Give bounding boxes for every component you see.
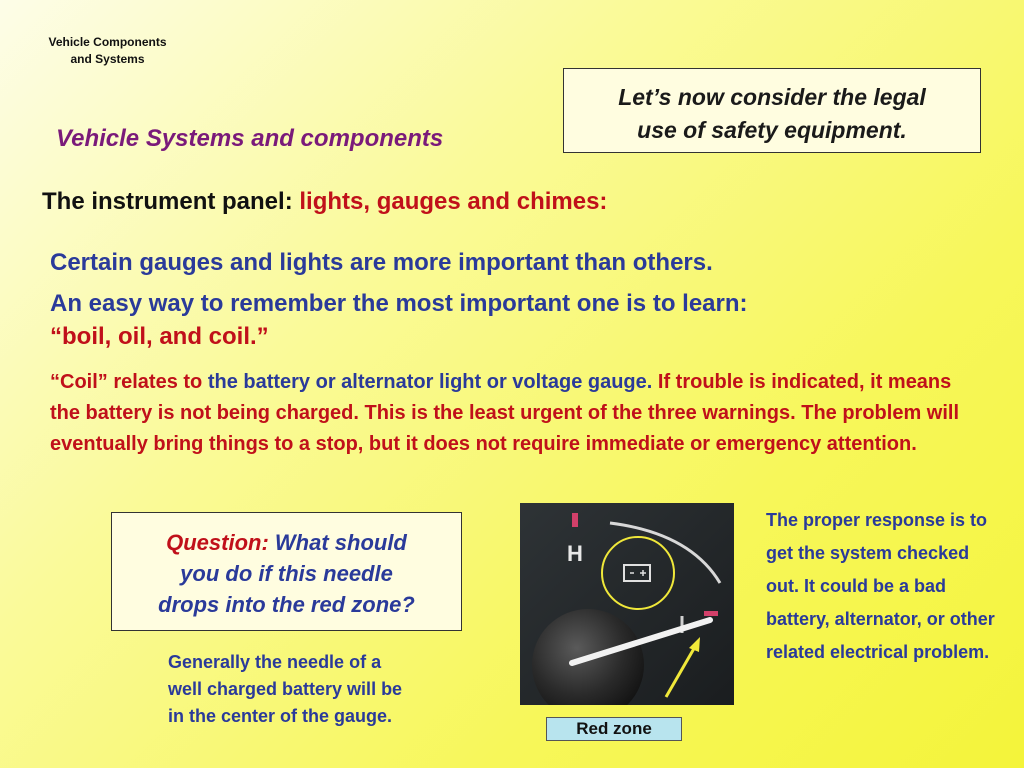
legal-callout-box [563, 68, 981, 153]
body-line-2: An easy way to remember the most important one is to learn: [50, 290, 748, 317]
question-line2: you do if this needle [180, 561, 393, 586]
question-box [111, 512, 462, 631]
red-zone-marker [704, 611, 718, 616]
question-label: Question: [166, 530, 269, 555]
body-line-1: Certain gauges and lights are more important than others. [50, 249, 713, 276]
legal-callout-line1: Let’s now consider the legal [618, 84, 926, 110]
needle-note: Generally the needle of a well charged battery will be in the center of the gauge. [168, 652, 403, 726]
body-line-3: “boil, oil, and coil.” [50, 323, 269, 350]
corner-title [30, 34, 185, 68]
hot-zone-marker [572, 513, 578, 527]
question-line3: drops into the red zone? [158, 592, 415, 617]
panel-heading-highlight: lights, gauges and chimes: [299, 188, 608, 215]
corner-title-line2: and Systems [70, 52, 145, 66]
panel-heading-prefix: The instrument panel: [42, 188, 300, 215]
coil-paragraph [50, 367, 980, 460]
corner-title-line1: Vehicle Components [48, 35, 167, 49]
panel-heading [42, 188, 607, 216]
coil-part3: If trouble is indicated, it means the battery is not being charged. This is the least urgent of the three warnings. The problem will eventually bring things to a stop, but it does not require immediate or emergency attention. [50, 371, 960, 455]
response-paragraph: The proper response is to get the system checked out. It could be a bad battery, alternator, or other related electrical problem. [766, 510, 995, 662]
red-zone-label: Red zone [546, 717, 682, 741]
coil-part2: the battery or alternator light or voltage gauge. [207, 371, 653, 393]
coil-part1: “Coil” relates to [50, 371, 208, 393]
slide-subtitle: Vehicle Systems and components [56, 125, 444, 152]
question-line1: What should [268, 530, 407, 555]
gauge-h-letter: H [567, 541, 583, 566]
legal-callout-line2: use of safety equipment. [637, 117, 907, 143]
voltage-gauge-photo [520, 503, 734, 705]
